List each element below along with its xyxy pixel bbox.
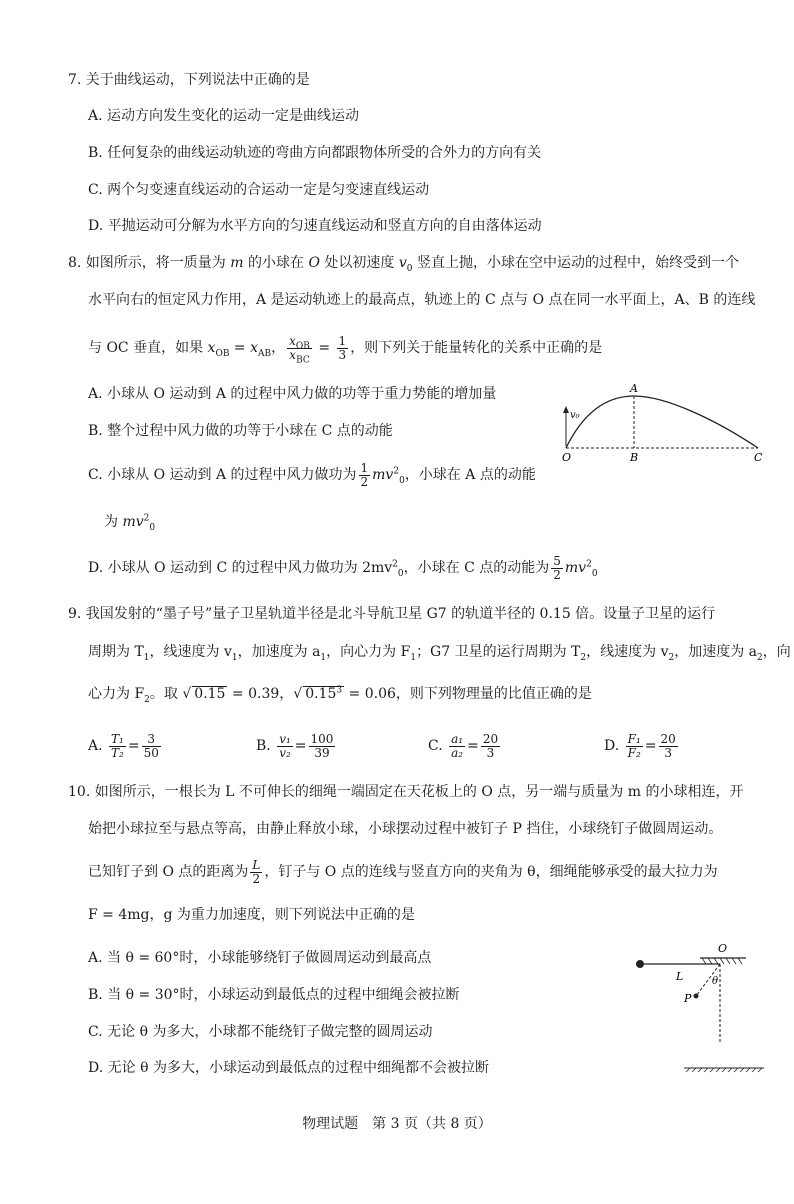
q9-option-a: A. $\frac{\text{T₁}}{\text{T₂}}$ = $\frac{3}{50}$	[88, 731, 159, 760]
q8-stem-line2: 水平向右的恒定风力作用，A 是运动轨迹上的最高点，轨迹上的 C 点与 O 点在同一水平面上，A、B 的连线	[88, 292, 756, 308]
q7-option-b: B. 任何复杂的曲线运动轨迹的弯曲方向都跟物体所受的合外力的方向有关	[88, 145, 542, 161]
q8-option-b: B. 整个过程中风力做的功等于小球在 C 点的动能	[88, 423, 393, 439]
ceiling-hatch	[702, 958, 742, 964]
q10-option-b: B. 当 θ = 30°时，小球运动到最低点的过程中细绳会被拉断	[88, 987, 460, 1003]
label-l: L	[676, 970, 684, 983]
label-o: O	[562, 451, 572, 464]
q10-stem-line1: 10. 如图所示，一根长为 L 不可伸长的细绳一端固定在天花板上的 O 点，另一端与质量为 m 的小球相连，开	[68, 784, 744, 800]
q8-option-d: D. 小球从 O 运动到 C 的过程中风力做功为 $2mv^2_0$，小球在 C 点的动能为 $\frac{5}{2}$ $mv^2_0$	[88, 553, 598, 582]
q8-stem-line3: 与 OC 垂直，如果 $x_{OB} = x_{AB}$， $\frac{x_{OB}}{x_{BC}}$ = $\frac{1}{3}$ ，则下列关于能量转化的关系中正确的是	[88, 333, 603, 365]
q9-option-c: C. $\frac{\text{a₁}}{\text{a₂}}$ = $\frac{20}{3}$	[428, 731, 499, 760]
q10-stem-line4: F = 4mg，g 为重力加速度，则下列说法中正确的是	[88, 907, 415, 923]
q8-option-a: A. 小球从 O 运动到 A 的过程中风力做的功等于重力势能的增加量	[88, 386, 497, 402]
q9-stem-line1: 9. 我国发射的“墨子号”量子卫星轨道半径是北斗导航卫星 G7 的轨道半径的 0.15 倍。设量子卫星的运行	[68, 606, 716, 622]
q7-stem: 7. 关于曲线运动，下列说法中正确的是	[68, 72, 310, 88]
label-a: A	[630, 382, 638, 395]
q10-pendulum-diagram	[630, 938, 770, 1074]
q10-option-a: A. 当 θ = 60°时，小球能够绕钉子做圆周运动到最高点	[88, 950, 432, 966]
floor-hatch	[686, 1068, 762, 1072]
q9-stem-line2: 周期为 $T_1$，线速度为 $v_1$，加速度为 $a_1$，向心力为 $F_1$；G7 卫星的运行周期为 $T_2$，线速度为 $v_2$，加速度为 $a_2$，向	[88, 644, 791, 663]
q9-option-d: D. $\frac{\text{F₁}}{\text{F₂}}$ = $\frac{20}{3}$	[604, 731, 676, 760]
q7-option-a: A. 运动方向发生变化的运动一定是曲线运动	[88, 108, 360, 124]
q9-stem-line3: 心力为 $F_2$。取 √ 0.15 = 0.39，√ $0.15^3 = 0.06$，则下列物理量的比值正确的是	[88, 685, 592, 705]
q9-option-b: B. $\frac{\text{v₁}}{\text{v₂}}$ = $\frac{100}{39}$	[256, 731, 334, 760]
q7-option-d: D. 平抛运动可分解为水平方向的匀速直线运动和竖直方向的自由落体运动	[88, 218, 542, 234]
label-v0: v₀	[570, 410, 580, 421]
label-o: O	[718, 942, 728, 955]
page-footer: 物理试题 第 3 页（共 8 页）	[302, 1116, 492, 1132]
label-c: C	[754, 451, 763, 464]
nail-p	[694, 994, 699, 999]
q8-option-c: C. 小球从 O 运动到 A 的过程中风力做功为 $\frac{1}{2}$ $mv^2_0$，小球在 A 点的动能	[88, 460, 536, 489]
q10-stem-line3: 已知钉子到 O 点的距离为 $\frac{L}{2}$ ，钉子与 O 点的连线与竖直方向的夹角为 θ，细绳能够承受的最大拉力为	[88, 857, 718, 886]
q10-stem-line2: 始把小球拉至与悬点等高，由静止释放小球，小球摆动过程中被钉子 P 挡住，小球绕钉子做圆周运动。	[88, 821, 723, 837]
ball	[636, 960, 644, 968]
label-theta: θ	[712, 976, 719, 987]
label-p: P	[684, 992, 692, 1005]
label-b: B	[630, 451, 639, 464]
q10-option-c: C. 无论 θ 为多大，小球都不能绕钉子做完整的圆周运动	[88, 1024, 433, 1040]
q10-option-d: D. 无论 θ 为多大，小球运动到最低点的过程中细绳都不会被拉断	[88, 1060, 489, 1076]
v0-arrowhead	[563, 406, 569, 413]
q8-stem-line1: 8. 如图所示，将一质量为 m 的小球在 O 处以初速度 $v_0$ 竖直上抛，小球在空中运动的过程中，始终受到一个	[68, 255, 739, 274]
q8-trajectory-diagram	[556, 382, 768, 464]
q7-option-c: C. 两个匀变速直线运动的合运动一定是匀变速直线运动	[88, 182, 430, 198]
q8-option-c-cont: 为 $mv^2_0$	[104, 513, 156, 533]
trajectory-curve	[566, 396, 758, 448]
